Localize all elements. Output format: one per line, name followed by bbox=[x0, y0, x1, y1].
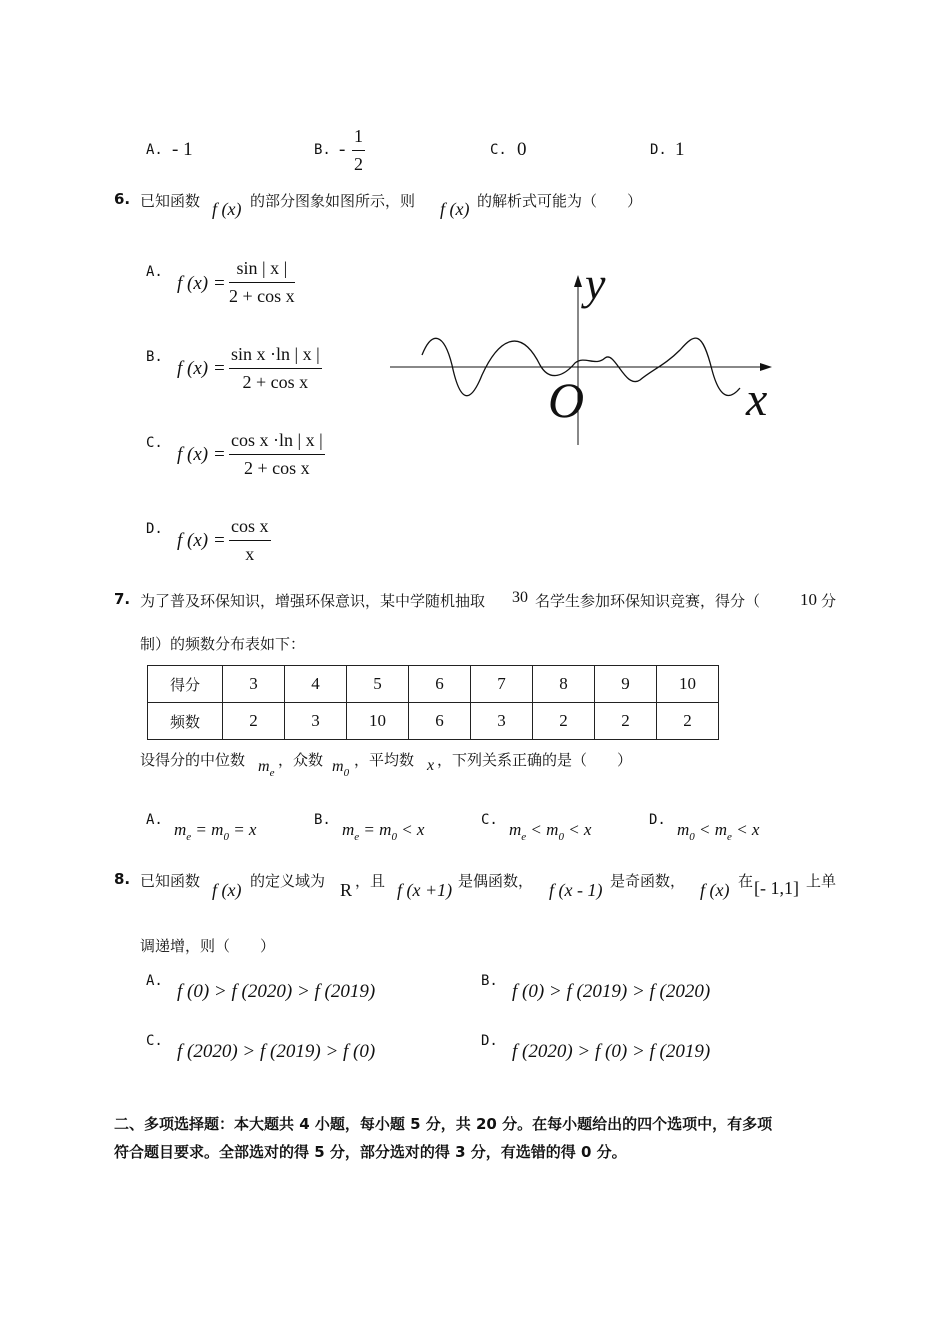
q7-n: 30 bbox=[512, 589, 528, 606]
table-cell: 9 bbox=[595, 666, 657, 703]
table-cell: 10 bbox=[657, 666, 719, 703]
q8-text-4: 是偶函数， bbox=[458, 872, 534, 890]
y-axis-label: y bbox=[585, 258, 606, 309]
table-cell: 8 bbox=[533, 666, 595, 703]
q5-option-c-label: C. bbox=[490, 142, 507, 158]
x-axis-label: x bbox=[746, 373, 768, 426]
q8-interval: [- 1,1] bbox=[754, 878, 799, 898]
table-cell: 6 bbox=[409, 703, 471, 740]
q7-median-symbol: $m_e$ bbox=[258, 758, 275, 779]
q7-option-c-expr: $m_e < m_0 < x$ bbox=[509, 820, 592, 843]
q7-mode-symbol: $m_0$ bbox=[332, 758, 350, 779]
q7-text-4: 制）的频数分布表如下： bbox=[140, 635, 306, 653]
q6-option-c-label: C. bbox=[146, 435, 163, 451]
q8-text-2: 的定义域为 bbox=[250, 872, 326, 890]
q8-option-d-label: D. bbox=[481, 1033, 498, 1049]
table-header-frequency: 频数 bbox=[148, 703, 223, 740]
q7-text-7: ，平均数 bbox=[354, 751, 415, 769]
table-cell: 4 bbox=[285, 666, 347, 703]
q6-option-d-label: D. bbox=[146, 521, 163, 537]
q7-text-3: 分 bbox=[821, 592, 837, 610]
table-cell: 7 bbox=[471, 666, 533, 703]
q8-option-c-label: C. bbox=[146, 1033, 163, 1049]
q7-option-c-label: C. bbox=[481, 812, 498, 828]
q6-function-graph bbox=[380, 255, 780, 450]
q6-fx-1: f (x) bbox=[212, 199, 242, 219]
q8-text-3: ，且 bbox=[355, 872, 386, 890]
q6-option-d-lhs: f (x) = bbox=[177, 530, 226, 551]
table-cell: 3 bbox=[471, 703, 533, 740]
table-header-score: 得分 bbox=[148, 666, 223, 703]
table-cell: 10 bbox=[347, 703, 409, 740]
q7-text-6: ，众数 bbox=[278, 751, 324, 769]
table-cell: 6 bbox=[409, 666, 471, 703]
origin-label: O bbox=[548, 372, 585, 428]
q7-option-a-label: A. bbox=[146, 812, 163, 828]
q5-option-d-label: D. bbox=[650, 142, 667, 158]
table-cell: 2 bbox=[595, 703, 657, 740]
q5-option-c-value: 0 bbox=[517, 139, 527, 160]
y-axis-arrow bbox=[574, 275, 582, 287]
q6-number: 6. bbox=[114, 190, 131, 208]
q8-option-a-label: A. bbox=[146, 973, 163, 989]
table-cell: 3 bbox=[285, 703, 347, 740]
q7-text-2: 名学生参加环保知识竞赛，得分（ bbox=[535, 592, 761, 610]
q7-option-b-label: B. bbox=[314, 812, 331, 828]
q8-option-c-expr: f (2020) > f (2019) > f (0) bbox=[177, 1041, 376, 1062]
q6-option-b-fraction: $\frac{\text{sin x ·ln | x |}}{\text{2 + cos x}}$ bbox=[231, 344, 320, 392]
q7-text-1: 为了普及环保知识，增强环保意识，某中学随机抽取 bbox=[140, 592, 486, 610]
table-row-frequencies bbox=[148, 703, 719, 740]
q5-option-b-label: B. bbox=[314, 142, 331, 158]
q5-option-a-label: A. bbox=[146, 142, 163, 158]
frequency-table bbox=[147, 665, 719, 740]
q7-option-a-expr: $m_e = m_0 = x$ bbox=[174, 820, 257, 843]
q5-option-d-value: 1 bbox=[675, 139, 685, 160]
q7-text-8: ，下列关系正确的是（ ） bbox=[437, 751, 633, 769]
q8-fx-minus-1: f (x - 1) bbox=[549, 880, 603, 900]
x-axis-arrow bbox=[760, 363, 772, 371]
q5-option-b-fraction: $\frac{1}{2}$ bbox=[354, 126, 363, 174]
q8-option-a-expr: f (0) > f (2020) > f (2019) bbox=[177, 981, 376, 1002]
q6-option-b-label: B. bbox=[146, 349, 163, 365]
q8-text-7: 上单 bbox=[806, 872, 837, 890]
q6-fx-2: f (x) bbox=[440, 199, 470, 219]
q8-text-8: 调递增，则（ ） bbox=[140, 937, 276, 955]
q6-option-d-fraction: $\frac{\text{cos x}}{x}$ bbox=[231, 516, 269, 564]
q7-ten: 10 bbox=[800, 590, 817, 609]
q6-option-a-lhs: f (x) = bbox=[177, 273, 226, 294]
q8-text-6: 在 bbox=[738, 872, 754, 890]
q8-option-b-label: B. bbox=[481, 973, 498, 989]
q7-text-5: 设得分的中位数 bbox=[140, 751, 246, 769]
q7-option-d-expr: $m_0 < m_e < x$ bbox=[677, 820, 760, 843]
section2-heading-line2: 符合题目要求。全部选对的得 5 分，部分选对的得 3 分，有选错的得 0 分。 bbox=[114, 1143, 627, 1161]
q6-text-1: 已知函数 bbox=[140, 192, 201, 210]
q5-option-b-sign: - bbox=[339, 139, 346, 160]
q7-mean-symbol: x bbox=[427, 757, 435, 774]
q6-option-a-fraction: $\frac{\sin | x |}{\text{2 + cos x}}$ bbox=[229, 258, 295, 306]
q7-option-b-expr: $m_e = m_0 < x$ bbox=[342, 820, 425, 843]
q8-text-5: 是奇函数， bbox=[610, 872, 686, 890]
table-cell: 2 bbox=[533, 703, 595, 740]
q8-fx-1: f (x) bbox=[212, 880, 242, 900]
q6-text-3: 的解析式可能为（ ） bbox=[477, 192, 643, 210]
q7-number: 7. bbox=[114, 590, 131, 608]
q8-fx-plus-1: f (x +1) bbox=[397, 880, 453, 900]
q6-option-c-lhs: f (x) = bbox=[177, 444, 226, 465]
table-row-scores bbox=[148, 666, 719, 703]
q5-option-a-value: - 1 bbox=[172, 139, 193, 160]
q6-option-c-fraction: $\frac{\text{cos x ·ln | x |}}{\text{2 + cos x}}$ bbox=[231, 430, 323, 478]
q8-text-1: 已知函数 bbox=[140, 872, 201, 890]
q6-option-b-lhs: f (x) = bbox=[177, 358, 226, 379]
table-cell: 2 bbox=[657, 703, 719, 740]
table-cell: 2 bbox=[223, 703, 285, 740]
q8-option-d-expr: f (2020) > f (0) > f (2019) bbox=[512, 1041, 711, 1062]
q8-number: 8. bbox=[114, 870, 131, 888]
q8-domain-R: R bbox=[340, 880, 353, 900]
q8-option-b-expr: f (0) > f (2019) > f (2020) bbox=[512, 981, 711, 1002]
q8-fx-2: f (x) bbox=[700, 880, 730, 900]
table-cell: 3 bbox=[223, 666, 285, 703]
q6-text-2: 的部分图象如图所示，则 bbox=[250, 192, 416, 210]
q6-option-a-label: A. bbox=[146, 264, 163, 280]
table-cell: 5 bbox=[347, 666, 409, 703]
section2-heading-line1: 二、多项选择题：本大题共 4 小题，每小题 5 分，共 20 分。在每小题给出的四个选项中，有多项 bbox=[114, 1115, 773, 1133]
q7-option-d-label: D. bbox=[649, 812, 666, 828]
